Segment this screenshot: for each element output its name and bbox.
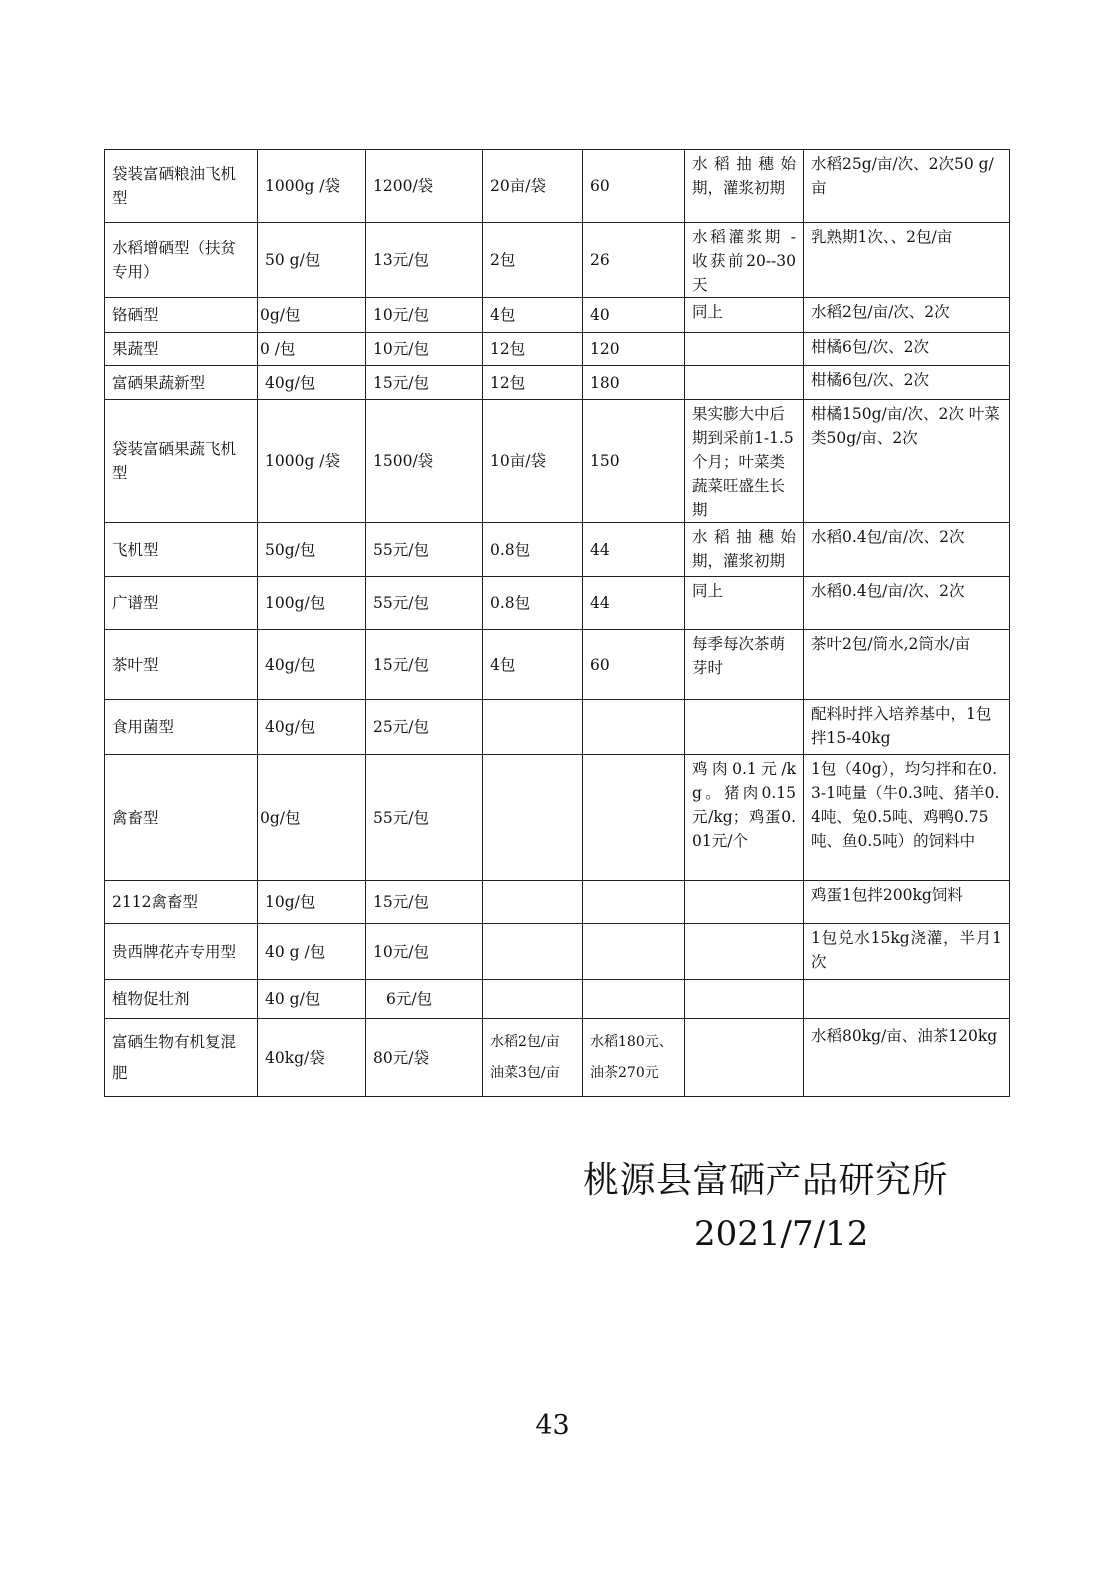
table-row: [105, 333, 1010, 366]
product-spec: 0 /包: [258, 333, 366, 366]
product-usage: 水稻25g/亩/次、2次50 g/亩: [804, 150, 1010, 223]
product-dose: 2包: [483, 223, 583, 298]
product-cost: 180: [583, 366, 685, 400]
product-usage: 乳熟期1次、、2包/亩: [804, 223, 1010, 298]
product-cost: 150: [583, 400, 685, 523]
product-price: 10元/包: [366, 333, 483, 366]
product-dose: 0.8包: [483, 577, 583, 630]
product-spec: 40 g/包: [258, 980, 366, 1019]
table-row: [105, 223, 1010, 298]
product-dose: [483, 881, 583, 924]
product-name: 富硒果蔬新型: [105, 366, 258, 400]
product-cost: 水稻180元、油茶270元: [583, 1019, 685, 1097]
product-name: 食用菌型: [105, 700, 258, 755]
product-dose: 水稻2包/亩 油菜3包/亩: [483, 1019, 583, 1097]
product-period: 同上: [685, 298, 804, 333]
product-period: 水稻抽穗始期，灌浆初期: [685, 150, 804, 223]
product-period: [685, 366, 804, 400]
product-name: 广谱型: [105, 577, 258, 630]
product-price: 55元/包: [366, 523, 483, 577]
product-spec: 40g/包: [258, 366, 366, 400]
product-cost: [583, 980, 685, 1019]
product-price: 1500/袋: [366, 400, 483, 523]
product-cost: [583, 881, 685, 924]
organization-name: 桃源县富硒产品研究所: [583, 1160, 949, 1201]
product-cost: [583, 924, 685, 980]
product-price: 6元/包: [366, 980, 483, 1019]
product-usage: 鸡蛋1包拌200kg饲料: [804, 881, 1010, 924]
product-dose: 4包: [483, 630, 583, 700]
product-name: 茶叶型: [105, 630, 258, 700]
table-row: [105, 1019, 1010, 1097]
product-name: 水稻增硒型（扶贫专用）: [105, 223, 258, 298]
product-period: [685, 333, 804, 366]
product-period: [685, 881, 804, 924]
product-spec: 1000g /袋: [258, 150, 366, 223]
product-price: 10元/包: [366, 924, 483, 980]
product-name: 2112禽畜型: [105, 881, 258, 924]
product-dose: [483, 980, 583, 1019]
product-name: 富硒生物有机复混肥: [105, 1019, 258, 1097]
product-period: [685, 1019, 804, 1097]
page-number: 43: [535, 1410, 570, 1441]
table-row: [105, 630, 1010, 700]
product-usage: 水稻2包/亩/次、2次: [804, 298, 1010, 333]
product-usage: 柑橘6包/次、2次: [804, 333, 1010, 366]
product-dose: 4包: [483, 298, 583, 333]
table-row: [105, 150, 1010, 223]
product-usage: 水稻0.4包/亩/次、2次: [804, 523, 1010, 577]
product-dose: [483, 924, 583, 980]
product-usage: 1包兑水15kg浇灌，半月1次: [804, 924, 1010, 980]
product-price: 1200/袋: [366, 150, 483, 223]
product-spec: 40g/包: [258, 630, 366, 700]
product-cost: 60: [583, 630, 685, 700]
table-row: [105, 366, 1010, 400]
product-dose: [483, 700, 583, 755]
product-dose: [483, 755, 583, 881]
product-period: [685, 700, 804, 755]
product-price: 15元/包: [366, 366, 483, 400]
table-row: [105, 298, 1010, 333]
product-cost: 120: [583, 333, 685, 366]
product-usage: 柑橘6包/次、2次: [804, 366, 1010, 400]
product-period: 水稻抽穗始期，灌浆初期: [685, 523, 804, 577]
product-cost: 44: [583, 523, 685, 577]
table-row: [105, 755, 1010, 881]
product-table: [104, 149, 1010, 1097]
product-spec: 0g/包: [258, 755, 366, 881]
product-period: 同上: [685, 577, 804, 630]
product-spec: 50 g/包: [258, 223, 366, 298]
table-row: [105, 980, 1010, 1019]
product-price: 55元/包: [366, 755, 483, 881]
product-spec: 40g/包: [258, 700, 366, 755]
product-usage: 水稻0.4包/亩/次、2次: [804, 577, 1010, 630]
product-spec: 100g/包: [258, 577, 366, 630]
table-row: [105, 924, 1010, 980]
product-table-body: [105, 150, 1010, 1097]
product-name: 袋装富硒粮油飞机型: [105, 150, 258, 223]
product-dose: 12包: [483, 366, 583, 400]
product-price: 55元/包: [366, 577, 483, 630]
product-usage: 柑橘150g/亩/次、2次 叶菜类50g/亩、2次: [804, 400, 1010, 523]
document-date: 2021/7/12: [694, 1214, 869, 1254]
product-spec: 10g/包: [258, 881, 366, 924]
product-period: 鸡肉0.1元/kg。猪肉0.15元/kg；鸡蛋0.01元/个: [685, 755, 804, 881]
product-price: 13元/包: [366, 223, 483, 298]
product-spec: 1000g /袋: [258, 400, 366, 523]
table-row: [105, 881, 1010, 924]
product-usage: 1包（40g），均匀拌和在0.3-1吨量（牛0.3吨、猪羊0.4吨、兔0.5吨、鸡鸭0.75吨、鱼0.5吨）的饲料中: [804, 755, 1010, 881]
product-cost: [583, 755, 685, 881]
product-name: 禽畜型: [105, 755, 258, 881]
table-row: [105, 700, 1010, 755]
product-cost: 40: [583, 298, 685, 333]
product-spec: 50g/包: [258, 523, 366, 577]
product-dose: 12包: [483, 333, 583, 366]
product-usage: 茶叶2包/筒水,2筒水/亩: [804, 630, 1010, 700]
product-price: 15元/包: [366, 630, 483, 700]
product-period: 果实膨大中后期到采前1-1.5个月；叶菜类蔬菜旺盛生长期: [685, 400, 804, 523]
product-cost: 26: [583, 223, 685, 298]
product-spec: 40kg/袋: [258, 1019, 366, 1097]
product-name: 贵西牌花卉专用型: [105, 924, 258, 980]
product-usage: [804, 980, 1010, 1019]
product-usage: 水稻80kg/亩、油茶120kg: [804, 1019, 1010, 1097]
product-cost: 44: [583, 577, 685, 630]
product-period: [685, 980, 804, 1019]
product-name: 飞机型: [105, 523, 258, 577]
table-row: [105, 577, 1010, 630]
table-row: [105, 400, 1010, 523]
product-spec: 0g/包: [258, 298, 366, 333]
product-cost: 60: [583, 150, 685, 223]
product-spec: 40 g /包: [258, 924, 366, 980]
product-usage: 配料时拌入培养基中，1包拌15-40kg: [804, 700, 1010, 755]
product-price: 10元/包: [366, 298, 483, 333]
product-period: 水稻灌浆期 - 收获前20--30天: [685, 223, 804, 298]
product-price: 80元/袋: [366, 1019, 483, 1097]
table-row: [105, 523, 1010, 577]
product-period: 每季每次茶萌芽时: [685, 630, 804, 700]
product-period: [685, 924, 804, 980]
product-price: 15元/包: [366, 881, 483, 924]
product-dose: 10亩/袋: [483, 400, 583, 523]
product-dose: 20亩/袋: [483, 150, 583, 223]
product-name: 铬硒型: [105, 298, 258, 333]
product-dose: 0.8包: [483, 523, 583, 577]
product-name: 植物促壮剂: [105, 980, 258, 1019]
product-name: 果蔬型: [105, 333, 258, 366]
product-price: 25元/包: [366, 700, 483, 755]
product-cost: [583, 700, 685, 755]
product-name: 袋装富硒果蔬飞机型: [105, 400, 258, 523]
